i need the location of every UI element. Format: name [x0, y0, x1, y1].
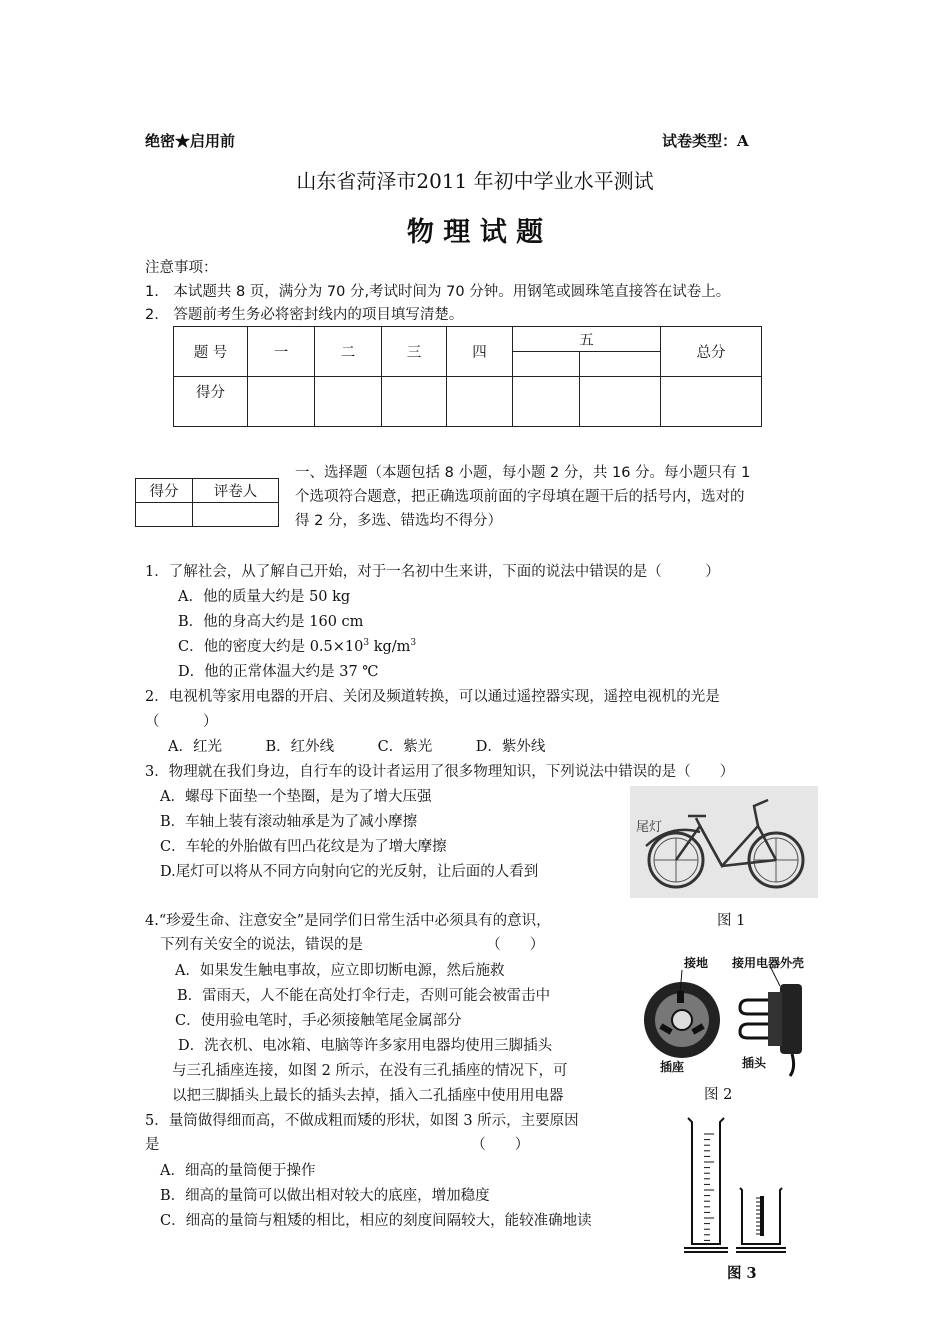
header-3: 三	[382, 327, 447, 377]
q2-stem-bracket: （ ）	[145, 714, 218, 730]
q3-option-c: C．车轮的外胎做有凹凸花纹是为了增大摩擦	[160, 839, 447, 855]
score-row-label: 得分	[174, 377, 248, 427]
q4-option-b: B．雷雨天，人不能在高处打伞行走，否则可能会被雷击中	[177, 988, 551, 1004]
grader-score-cell[interactable]	[136, 503, 193, 527]
fig1-caption: 图 1	[717, 913, 746, 929]
q1-option-a: A．他的质量大约是 50 kg	[178, 589, 351, 605]
q1-option-c-pre: C．他的密度大约是 0.5×10	[178, 639, 364, 655]
fig2-ground-label: 接地	[684, 956, 709, 970]
section1-line-1: 一、选择题（本题包括 8 小题，每小题 2 分，共 16 分。每小题只有 1	[295, 465, 751, 481]
exam-title: 山东省菏泽市2011 年初中学业水平测试	[296, 169, 654, 193]
subject-title: 物 理 试 题	[406, 217, 544, 248]
header-4: 四	[447, 327, 513, 377]
header-total: 总分	[661, 327, 762, 377]
notice-item-2: 2. 答题前考生务必将密封线内的项目填写清楚。	[145, 307, 464, 323]
score-cell-5b[interactable]	[580, 377, 661, 427]
fig2-plug-label: 插头	[742, 1056, 767, 1070]
q4-option-a: A．如果发生触电事故，应立即切断电源，然后施救	[175, 963, 505, 979]
q3-option-b: B．车轴上装有滚动轴承是为了减小摩擦	[160, 814, 418, 830]
q4-option-c: C．使用验电笔时，手必须接触笔尾金属部分	[175, 1013, 462, 1029]
header-5: 五	[513, 327, 661, 352]
figure-2-socket-plug	[640, 946, 820, 1078]
header-5a	[513, 352, 580, 377]
header-5b	[580, 352, 661, 377]
bicycle-icon	[630, 786, 818, 898]
figure-3-cylinders	[680, 1112, 810, 1260]
score-cell-5a[interactable]	[513, 377, 580, 427]
fig1-taillight-label: 尾灯	[636, 820, 663, 835]
header-number: 题 号	[174, 327, 248, 377]
q5-option-a: A．细高的量筒便于操作	[160, 1163, 316, 1179]
score-cell-4[interactable]	[447, 377, 513, 427]
score-cell-1[interactable]	[248, 377, 315, 427]
q3-stem: 3．物理就在我们身边，自行车的设计者运用了很多物理知识，下列说法中错误的是（ ）	[145, 764, 735, 780]
fig3-caption: 图 3	[727, 1265, 757, 1282]
score-cell-total[interactable]	[661, 377, 762, 427]
q1-option-c	[178, 635, 416, 656]
paper-type: 试卷类型：A	[662, 132, 749, 150]
figure-1-bicycle	[630, 786, 818, 898]
measuring-cylinder-icon	[680, 1112, 810, 1260]
grader-score-label: 得分	[136, 479, 193, 503]
q5-option-b: B．细高的量筒可以做出相对较大的底座，增加稳度	[160, 1188, 490, 1204]
header-1: 一	[248, 327, 315, 377]
score-table	[173, 326, 762, 427]
q4-option-d-line3: 以把三脚插头上最长的插头去掉，插入二孔插座中使用用电器	[172, 1088, 564, 1104]
q2-options: A．红光 B．红外线 C．紫光 D．紫外线	[168, 739, 546, 755]
q3-option-a: A．螺母下面垫一个垫圈，是为了增大压强	[160, 789, 432, 805]
q5-stem-2: 是 （ ）	[145, 1137, 530, 1153]
score-cell-3[interactable]	[382, 377, 447, 427]
q5-option-c: C．细高的量筒与粗矮的相比，相应的刻度间隔较大，能较准确地读	[160, 1213, 592, 1229]
q4-stem-2: 下列有关安全的说法，错误的是 （ ）	[160, 937, 545, 953]
q2-stem: 2．电视机等家用电器的开启、关闭及频道转换，可以通过遥控器实现，遥控电视机的光是	[145, 689, 720, 705]
notice-item-1: 1. 本试题共 8 页，满分为 70 分,考试时间为 70 分钟。用钢笔或圆珠笔直接答在试卷上。	[145, 284, 731, 300]
fig2-shell-label: 接用电器外壳	[732, 956, 805, 970]
q1-option-c-exp2: 3	[410, 638, 417, 649]
grader-reviewer-cell[interactable]	[193, 503, 279, 527]
q1-option-b: B．他的身高大约是 160 cm	[178, 614, 364, 630]
q4-option-d: D．洗衣机、电冰箱、电脑等许多家用电器均使用三脚插头	[178, 1038, 553, 1054]
section1-line-2: 个选项符合题意，把正确选项前面的字母填在题干后的括号内，选对的	[295, 489, 745, 505]
q5-stem: 5．量筒做得细而高，不做成粗而矮的形状，如图 3 所示，主要原因	[145, 1113, 579, 1129]
secret-label: 绝密★启用前	[145, 132, 236, 150]
q4-option-d-line2: 与三孔插座连接，如图 2 所示，在没有三孔插座的情况下，可	[172, 1063, 568, 1079]
q1-option-c-post: kg/m	[369, 639, 411, 655]
grader-reviewer-label: 评卷人	[193, 479, 279, 503]
q1-option-c-exp: 3	[363, 638, 370, 649]
score-cell-2[interactable]	[315, 377, 382, 427]
section1-line-3: 得 2 分，多选、错选均不得分）	[295, 513, 502, 529]
notice-title: 注意事项：	[145, 260, 218, 276]
q1-stem: 1．了解社会，从了解自己开始，对于一名初中生来讲，下面的说法中错误的是（ ）	[145, 564, 720, 580]
q3-option-d: D.尾灯可以将从不同方向射向它的光反射，让后面的人看到	[160, 864, 539, 880]
fig2-socket-label: 插座	[660, 1060, 685, 1074]
fig2-caption: 图 2	[704, 1087, 733, 1103]
q4-stem: 4.“珍爱生命、注意安全”是同学们日常生活中必须具有的意识，	[145, 913, 551, 929]
q1-option-d: D．他的正常体温大约是 37 ℃	[178, 664, 379, 680]
header-2: 二	[315, 327, 382, 377]
grader-box	[135, 478, 279, 527]
